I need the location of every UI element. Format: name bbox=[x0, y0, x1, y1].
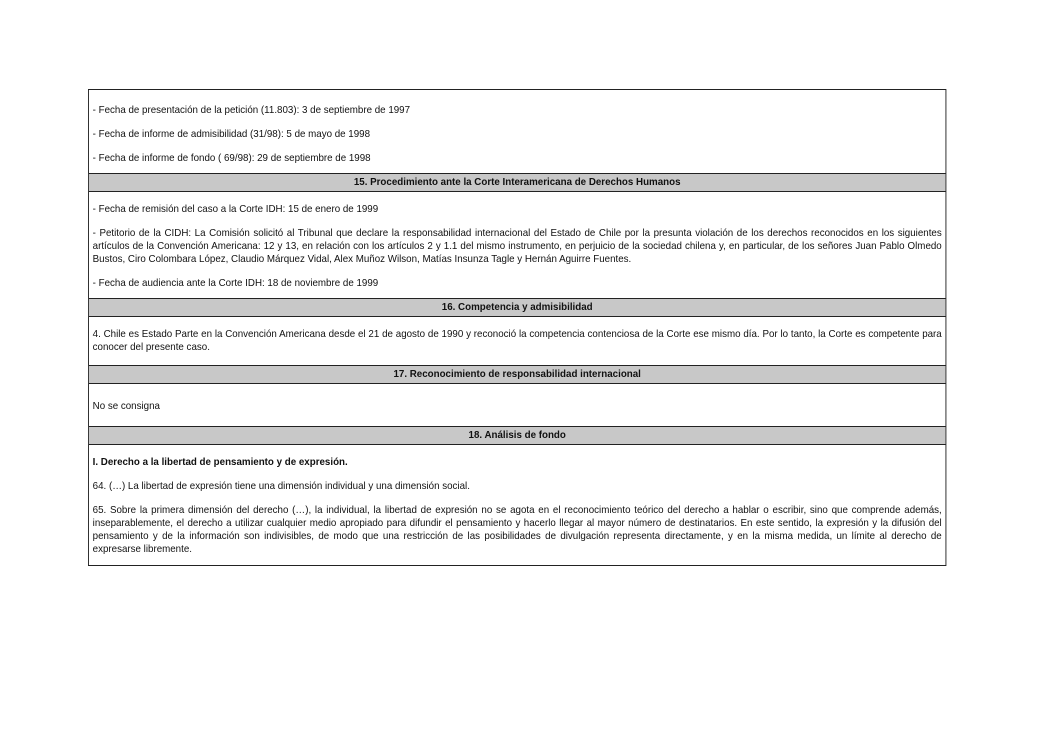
freedom-of-expression-heading: I. Derecho a la libertad de pensamiento y de expresión. bbox=[92, 456, 348, 468]
section-18-header: 18. Análisis de fondo bbox=[89, 426, 946, 445]
section-16-body bbox=[89, 317, 946, 365]
admissibility-date-text: - Fecha de informe de admisibilidad (31/98): 5 de mayo de 1998 bbox=[92, 128, 371, 140]
document-table bbox=[88, 89, 946, 566]
section-16-header: 16. Competencia y admisibilidad bbox=[89, 298, 946, 317]
merits-report-date-text: - Fecha de informe de fondo ( 69/98): 29 de septiembre de 1998 bbox=[92, 152, 371, 164]
referral-date-text: - Fecha de remisión del caso a la Corte IDH: 15 de enero de 1999 bbox=[92, 203, 379, 215]
paragraph-64-text: 64. (…) La libertad de expresión tiene una dimensión individual y una dimensión social. bbox=[92, 480, 470, 492]
competence-text: 4. Chile es Estado Parte en la Convención Americana desde el 21 de agosto de 1990 y reconoció la competencia contenciosa de la Corte ese mismo día. Por lo tanto, la Corte es competente para conocer del presente caso. bbox=[92, 328, 942, 353]
section-17-body bbox=[89, 384, 946, 426]
section-15-header: 15. Procedimiento ante la Corte Interamericana de Derechos Humanos bbox=[89, 173, 946, 192]
acknowledgment-text: No se consigna bbox=[92, 400, 160, 412]
cidh-petition-text: - Petitorio de la CIDH: La Comisión solicitó al Tribunal que declare la responsabilidad internacional del Estado de Chile por la presunta violación de los derechos reconocidos en los siguientes artículos de la Convención Americana: 12 y 13, en relación con los artículos 2 y 1.1 del mismo instrumento, en perjuicio de la sociedad chilena y, en particular, de los señores Juan Pablo Olmedo Bustos, Ciro Colombara López, Claudio Márquez Vidal, Alex Muñoz Wilson, Matías Insunza Tagle y Hernán Aguirre Fuentes. bbox=[92, 227, 942, 265]
hearing-date-text: - Fecha de audiencia ante la Corte IDH: 18 de noviembre de 1999 bbox=[92, 277, 379, 289]
intro-section bbox=[89, 90, 946, 173]
section-18-body bbox=[89, 445, 946, 565]
section-17-header: 17. Reconocimiento de responsabilidad internacional bbox=[89, 365, 946, 384]
section-15-body bbox=[89, 192, 946, 298]
paragraph-65-text: 65. Sobre la primera dimensión del derecho (…), la individual, la libertad de expresión no se agota en el reconocimiento teórico del derecho a hablar o escribir, sino que comprende además, inseparablemente, el derecho a utilizar cualquier medio apropiado para difundir el pensamiento y hacerlo llegar al mayor número de destinatarios. En este sentido, la expresión y la difusión del pensamiento y de la información son indivisibles, de modo que una restricción de las posibilidades de divulgación representa directamente, y en la misma medida, un límite al derecho de expresarse libremente. bbox=[92, 504, 942, 555]
petition-date-text: - Fecha de presentación de la petición (11.803): 3 de septiembre de 1997 bbox=[92, 104, 411, 116]
